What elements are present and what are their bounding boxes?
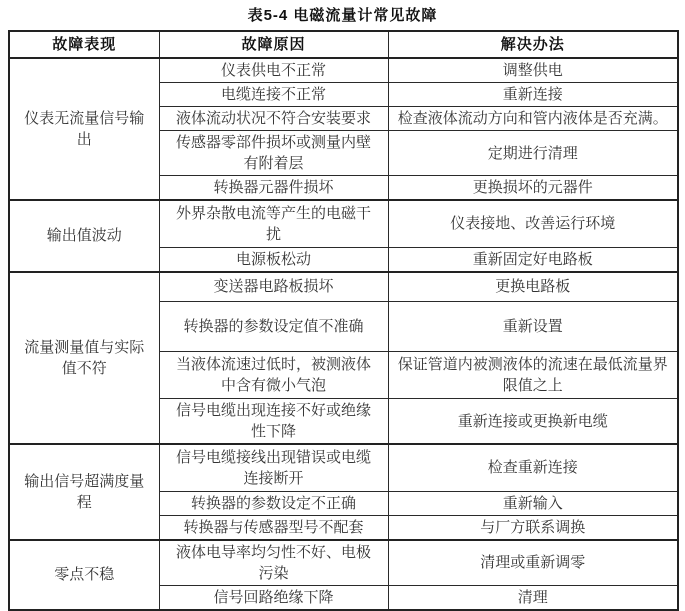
fault-group-no-signal [9,58,678,200]
solution-cell: 重新连接 [388,83,678,107]
cause-cell: 信号回路绝缘下降 [159,585,388,610]
fault-group-fluctuation [9,200,678,272]
symptom-cell: 仪表无流量信号输出 [9,58,159,200]
fault-group-zero-unstable [9,540,678,610]
solution-cell: 检查重新连接 [388,444,678,491]
cause-cell: 电缆连接不正常 [159,83,388,107]
solution-cell: 更换损坏的元器件 [388,176,678,201]
symptom-cell: 零点不稳 [9,540,159,610]
table-row [9,540,678,586]
solution-cell: 重新连接或更换新电缆 [388,399,678,445]
cause-cell: 传感器零部件损坏或测量内壁有附着层 [159,131,388,176]
symptom-cell: 输出信号超满度量程 [9,444,159,540]
solution-cell: 重新输入 [388,491,678,515]
symptom-cell: 输出值波动 [9,200,159,272]
cause-cell: 转换器的参数设定不正确 [159,491,388,515]
cause-cell: 信号电缆出现连接不好或绝缘性下降 [159,399,388,445]
table-row [9,444,678,491]
fault-group-over-range [9,444,678,540]
cause-cell: 当液体流速过低时，被测液体中含有微小气泡 [159,352,388,399]
solution-cell: 更换电路板 [388,272,678,302]
cause-cell: 液体流动状况不符合安装要求 [159,107,388,131]
fault-table [8,30,679,611]
cause-cell: 液体电导率均匀性不好、电极污染 [159,540,388,586]
cause-cell: 转换器元器件损坏 [159,176,388,201]
solution-cell: 检查液体流动方向和管内液体是否充满。 [388,107,678,131]
solution-cell: 保证管道内被测液体的流速在最低流量界限值之上 [388,352,678,399]
solution-cell: 清理或重新调零 [388,540,678,586]
column-header-cause: 故障原因 [159,31,388,58]
table-row [9,200,678,247]
table-caption: 表5-4 电磁流量计常见故障 [247,7,438,24]
solution-cell: 重新设置 [388,302,678,352]
cause-cell: 转换器的参数设定值不准确 [159,302,388,352]
cause-cell: 外界杂散电流等产生的电磁干扰 [159,200,388,247]
table-row [9,58,678,83]
cause-cell: 变送器电路板损坏 [159,272,388,302]
cause-cell: 转换器与传感器型号不配套 [159,515,388,540]
solution-cell: 清理 [388,585,678,610]
solution-cell: 仪表接地、改善运行环境 [388,200,678,247]
table-header-row [9,31,678,58]
solution-cell: 与厂方联系调换 [388,515,678,540]
column-header-solution: 解决办法 [388,31,678,58]
solution-cell: 定期进行清理 [388,131,678,176]
cause-cell: 电源板松动 [159,247,388,272]
solution-cell: 调整供电 [388,58,678,83]
symptom-cell: 流量测量值与实际值不符 [9,272,159,445]
solution-cell: 重新固定好电路板 [388,247,678,272]
table-row [9,272,678,302]
cause-cell: 仪表供电不正常 [159,58,388,83]
cause-cell: 信号电缆接线出现错误或电缆连接断开 [159,444,388,491]
fault-group-value-mismatch [9,272,678,445]
column-header-symptom: 故障表现 [9,31,159,58]
